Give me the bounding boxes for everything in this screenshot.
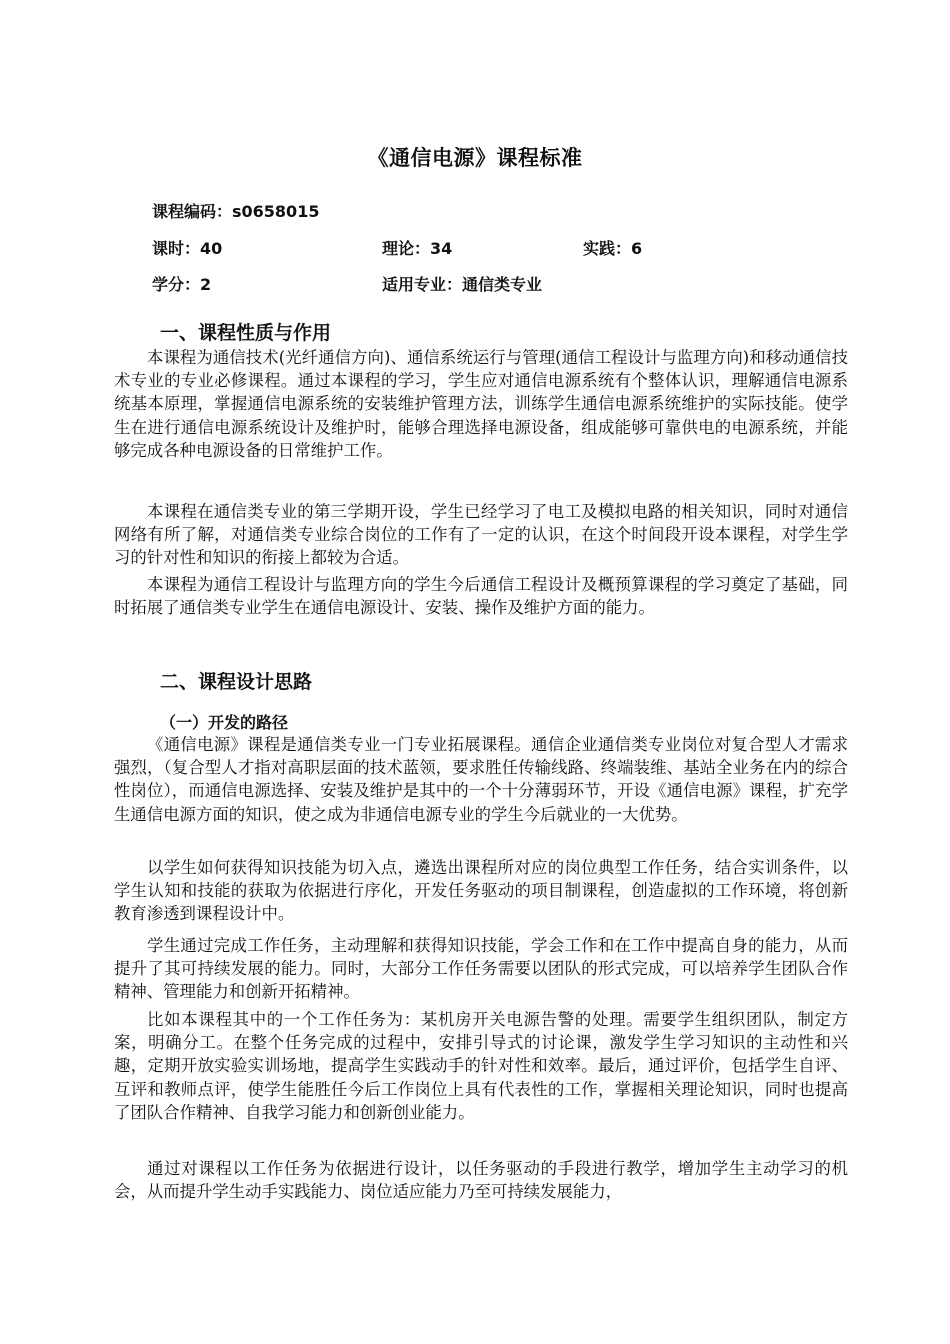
paragraph: 本课程为通信工程设计与监理方向的学生今后通信工程设计及概预算课程的学习奠定了基础，同时拓展了通信类专业学生在通信电源设计、安装、操作及维护方面的能力。 [114,575,848,618]
subsection-heading: （一）开发的路径 [160,713,289,732]
paragraph: 比如本课程其中的一个工作任务为：某机房开关电源告警的处理。需要学生组织团队，制定方案，明确分工。在整个任务完成的过程中，安排引导式的讨论课，激发学生学习知识的主动性和兴趣，定期开放实验实训场地，提高学生实践动手的针对性和效率。最后，通过评价，包括学生自评、互评和教师点评，使学生能胜任今后工作岗位上具有代表性的工作，掌握相关理论知识，同时也提高了团队合作精神、自我学习能力和创新创业能力。 [114,1010,848,1122]
section-heading: 一、课程性质与作用 [160,322,332,344]
course-credits: 学分：2 [152,275,212,294]
paragraph: 《通信电源》课程是通信类专业一门专业拓展课程。通信企业通信类专业岗位对复合型人才需求强烈，（复合型人才指对高职层面的技术蓝领，要求胜任传输线路、终端装维、基站全业务在内的综合性岗位），而通信电源选择、安装及维护是其中的一个十分薄弱环节，开设《通信电源》课程，扩充学生通信电源方面的知识，使之成为非通信电源专业的学生今后就业的一大优势。 [114,735,848,824]
paragraph: 本课程为通信技术(光纤通信方向)、通信系统运行与管理(通信工程设计与监理方向)和移动通信技术专业的专业必修课程。通过本课程的学习，学生应对通信电源系统有个整体认识，理解通信电源系统基本原理，掌握通信电源系统的安装维护管理方法，训练学生通信电源系统维护的实际技能。使学生在进行通信电源系统设计及维护时，能够合理选择电源设备，组成能够可靠供电的电源系统，并能够完成各种电源设备的日常维护工作。 [114,348,848,460]
paragraph: 通过对课程以工作任务为依据进行设计，以任务驱动的手段进行教学，增加学生主动学习的机会，从而提升学生动手实践能力、岗位适应能力乃至可持续发展能力， [114,1159,848,1202]
document-title: 《通信电源》课程标准 [367,146,583,170]
course-code: 课程编码：s0658015 [152,202,320,221]
paragraph: 本课程在通信类专业的第三学期开设，学生已经学习了电工及模拟电路的相关知识，同时对通信网络有所了解，对通信类专业综合岗位的工作有了一定的认识，在这个时间段开设本课程，对学生学习的针对性和知识的衔接上都较为合适。 [114,502,848,568]
paragraph: 学生通过完成工作任务，主动理解和获得知识技能，学会工作和在工作中提高自身的能力，从而提升了其可持续发展的能力。同时，大部分工作任务需要以团队的形式完成，可以培养学生团队合作精神、管理能力和创新开拓精神。 [114,936,848,1002]
course-theory-hours: 理论：34 [382,239,453,258]
paragraph: 以学生如何获得知识技能为切入点，遴选出课程所对应的岗位典型工作任务，结合实训条件，以学生认知和技能的获取为依据进行序化，开发任务驱动的项目制课程，创造虚拟的工作环境，将创新教育渗透到课程设计中。 [114,858,848,924]
course-practice-hours: 实践：6 [583,239,643,258]
section-heading: 二、课程设计思路 [160,671,313,693]
course-hours: 课时：40 [152,239,223,258]
course-major: 适用专业：通信类专业 [382,275,543,294]
